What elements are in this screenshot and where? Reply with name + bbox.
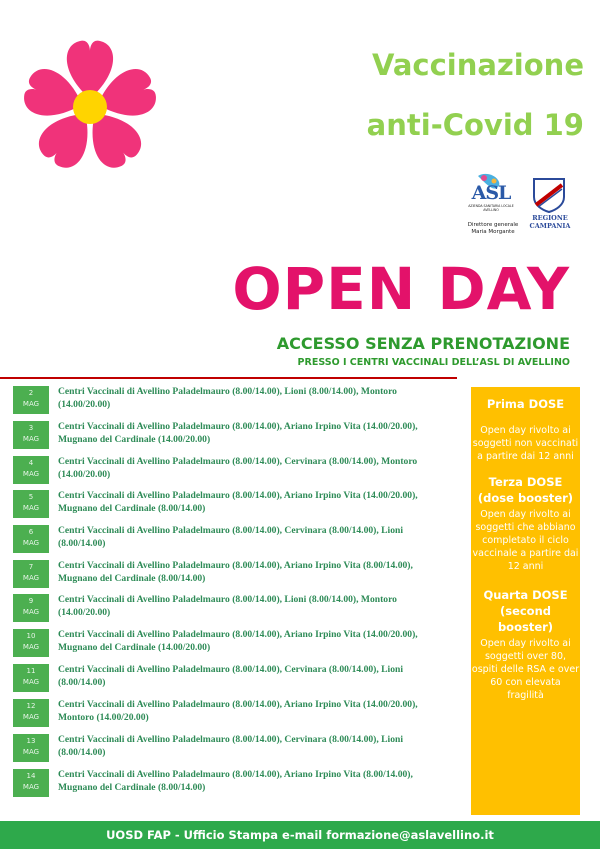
date-month: MAG [22,643,40,651]
schedule-row-text: Centri Vaccinali di Avellino Paladelmauro (8.00/14.00), Cervinara (8.00/14.00), Lioni (8.00/14.00) [58,525,404,549]
date-badge [13,734,49,762]
date-badge [13,560,49,588]
date-badge [13,525,49,553]
date-month: MAG [22,470,40,478]
asl-caption-line-2: Maria Morgante [471,229,515,235]
schedule-row-text: Centri Vaccinali di Avellino Paladelmauro (8.00/14.00), Cervinara (8.00/14.00), Lioni (8.00/14.00) [58,734,404,758]
date-badge [13,386,49,414]
date-day: 9 [28,597,34,605]
dose-info-panel [471,387,580,815]
date-badge [13,456,49,484]
date-month: MAG [22,678,40,686]
date-badge [13,769,49,797]
asl-caption-line-1: Direttore generale [467,222,519,228]
date-day: 5 [28,493,34,501]
date-day: 3 [28,424,34,432]
flower-logo-icon [20,37,160,177]
asl-logo-text: ASL [471,182,511,204]
regione-campania-label: REGIONE CAMPANIA [529,214,571,230]
schedule-row-text: Centri Vaccinali di Avellino Paladelmauro (8.00/14.00), Ariano Irpino Vita (8.00/14.00), Mugnano del Cardinale (8.00/14.00) [58,560,413,584]
date-month: MAG [22,748,40,756]
date-badge [13,699,49,727]
quarta-dose-title: Quarta DOSE (second booster) [483,588,568,634]
date-day: 2 [28,389,34,397]
date-badge [13,421,49,449]
prima-dose-title: Prima DOSE [486,397,565,411]
date-day: 13 [26,737,36,745]
date-badge [13,490,49,518]
date-month: MAG [22,504,40,512]
schedule-row-text: Centri Vaccinali di Avellino Paladelmauro (8.00/14.00), Lioni (8.00/14.00), Montoro (14.00/20.00) [58,386,397,410]
date-day: 12 [26,702,36,710]
date-day: 11 [26,667,36,675]
date-day: 4 [28,459,34,467]
date-day: 10 [26,632,36,640]
schedule-row-text: Centri Vaccinali di Avellino Paladelmauro (8.00/14.00), Lioni (8.00/14.00), Montoro (14.00/20.00) [58,594,397,618]
date-month: MAG [22,400,40,408]
date-month: MAG [22,435,40,443]
open-day-headline: OPEN DAY [232,255,570,323]
asl-director-caption [454,222,532,236]
footer-contact: UOSD FAP - Ufficio Stampa e-mail formazione@aslavellino.it [0,821,600,849]
date-month: MAG [22,783,40,791]
title-line-1: Vaccinazione [371,48,584,82]
schedule-row-text: Centri Vaccinali di Avellino Paladelmauro (8.00/14.00), Ariano Irpino Vita (14.00/20.00), Mugnano del Cardinale (14.00/20.00) [58,421,418,445]
prima-dose-text: Open day rivolto ai soggetti non vaccinati a partire dai 12 anni [472,425,579,462]
title-line-2: anti-Covid 19 [366,108,584,142]
schedule-row-text: Centri Vaccinali di Avellino Paladelmauro (8.00/14.00), Ariano Irpino Vita (14.00/20.00), Mugnano del Cardinale (8.00/14.00) [58,490,418,514]
date-month: MAG [22,539,40,547]
schedule-row-text: Centri Vaccinali di Avellino Paladelmauro (8.00/14.00), Ariano Irpino Vita (14.00/20.00), Mugnano del Cardinale (14.00/20.00) [58,629,418,653]
schedule-row-text: Centri Vaccinali di Avellino Paladelmauro (8.00/14.00), Cervinara (8.00/14.00), Lioni (8.00/14.00) [58,664,404,688]
date-month: MAG [22,713,40,721]
schedule-row-text: Centri Vaccinali di Avellino Paladelmauro (8.00/14.00), Ariano Irpino Vita (8.00/14.00), Mugnano del Cardinale (8.00/14.00) [58,769,413,793]
schedule-row-text: Centri Vaccinali di Avellino Paladelmauro (8.00/14.00), Ariano Irpino Vita (14.00/20.00), Montoro (14.00/20.00) [58,699,418,723]
date-badge [13,629,49,657]
asl-logo [464,172,518,212]
date-day: 6 [28,528,34,536]
terza-dose-text: Open day rivolto ai soggetti che abbiano completato il ciclo vaccinale a partire dai 12 anni [472,509,579,572]
asl-logo-subtext: AZIENDA SANITARIA LOCALE AVELLINO [468,204,514,212]
quarta-dose-text: Open day rivolto ai soggetti over 80, ospiti delle RSA e over 60 con elevata fragilità [471,638,580,701]
access-subheadline: ACCESSO SENZA PRENOTAZIONE [276,334,570,353]
regione-campania-shield-icon [532,177,566,213]
date-day: 7 [28,563,34,571]
date-day: 14 [26,772,36,780]
date-month: MAG [22,608,40,616]
red-divider [0,377,457,379]
vaccination-centers-note: PRESSO I CENTRI VACCINALI DELL’ASL DI AVELLINO [297,357,570,368]
date-badge [13,664,49,692]
date-badge [13,594,49,622]
schedule-row-text: Centri Vaccinali di Avellino Paladelmauro (8.00/14.00), Cervinara (8.00/14.00), Montoro (14.00/20.00) [58,456,418,480]
terza-dose-title: Terza DOSE (dose booster) [477,475,574,505]
date-month: MAG [22,574,40,582]
